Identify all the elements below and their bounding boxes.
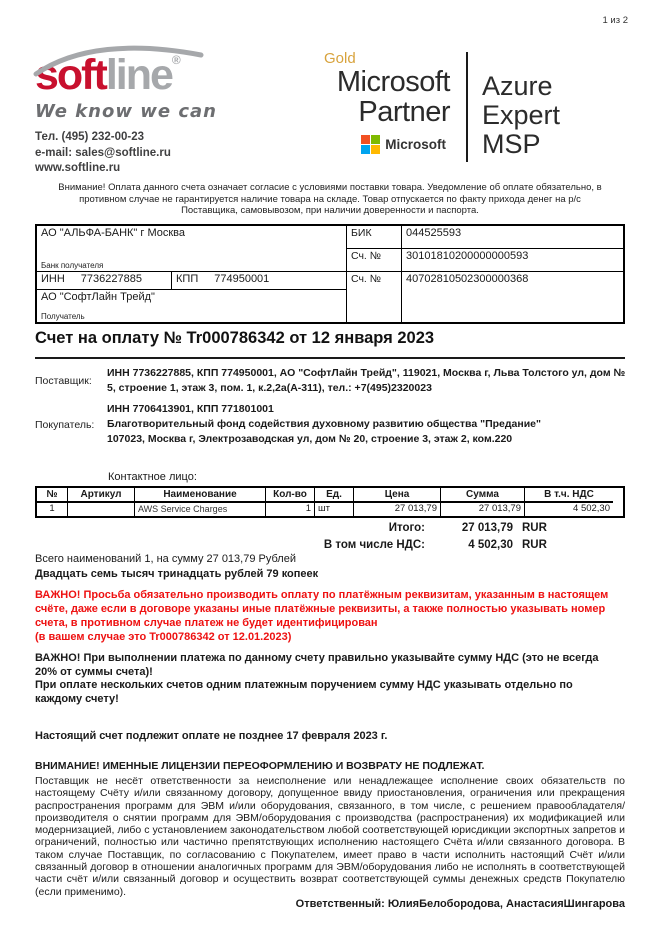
bik-label: БИК <box>347 226 402 249</box>
red-warning-note: (в вашем случае это Tr000786342 от 12.01.2023) <box>35 631 292 643</box>
phone: Тел. (495) 232-00-23 <box>35 131 145 143</box>
item-qty: 1 <box>266 503 315 516</box>
corr-account-value: 30101810200000000593 <box>402 249 625 272</box>
recipient-caption: Получатель <box>41 312 85 321</box>
azure-expert-msp <box>482 50 560 162</box>
azure-line: Azure <box>482 71 553 101</box>
inn-label: ИНН <box>41 273 65 285</box>
vat-value: 4 502,30 <box>468 539 513 551</box>
disclaimer-paragraph: Поставщик не несёт ответственности за неисполнение или ненадлежащее исполнение своих обязательств по настоящему Счёту и/или связанному договору, допущенное ввиду приостановления, ограничения или прекращения распространения программ для ЭВМ и/или оборудования, связанного, в том числе, с решением правообладателя/производителя о снятии программ для ЭВМ/оборудования с производства (распространения) их модификацией или модернизацией, либо с установлением законодательством любой соответствующей юрисдикции экспортных запретов и ограничений, полностью или частично препятствующих исполнению настоящего Счёта и/или связанного договора. В таком случае Поставщик, по согласованию с Покупателем, имеет право в части исполнить настоящий Счёт и/или связанный договор в отношении аналогичных программ для ЭВМ/оборудования либо не исполнять в соответствующей части счёт и/или связанный договор и осуществить возврат соответствующей суммы денежных средств Покупателю (если применимо). <box>35 775 625 898</box>
kpp-value: 774950001 <box>214 273 270 285</box>
payment-due-line: Настоящий счет подлежит оплате не позднее 17 февраля 2023 г. <box>35 730 388 742</box>
inn-value: 7736227885 <box>80 273 142 285</box>
items-count-line: Всего наименований 1, на сумму 27 013,79 Рублей <box>35 553 296 565</box>
payment-notice: Внимание! Оплата данного счета означает согласие с условиями поставки товара. Уведомление об оплате обязательно, в противном случае не гарантируется наличие товара на складе. Товар отпускается по факту прихода денег на р/с Поставщика, самовывозом, при наличии доверенности и паспорта. <box>58 182 602 216</box>
gold-partner-block <box>300 50 450 162</box>
buyer-inn-line: ИНН 7706413901, КПП 771801001 <box>107 403 274 415</box>
swoosh-icon <box>33 40 205 80</box>
microsoft-word: Microsoft <box>385 136 446 152</box>
supplier-label: Поставщик: <box>35 375 92 387</box>
page-number: 1 из 2 <box>602 15 628 26</box>
softline-wordmark <box>35 42 235 97</box>
microsoft-squares-icon <box>361 135 380 154</box>
total-currency: RUR <box>522 522 547 534</box>
col-header-unit: Ед. <box>315 488 354 503</box>
partner-wordmark: Partner <box>358 96 450 129</box>
vat-warning <box>35 652 620 706</box>
recipient-name: АО "СофтЛайн Трейд" <box>41 291 155 303</box>
bank-requisites-table <box>35 224 625 324</box>
vat-currency: RUR <box>522 539 547 551</box>
gold-label: Gold <box>324 50 356 67</box>
col-header-sku: Артикул <box>68 488 135 503</box>
total-label: Итого: <box>388 522 425 534</box>
kpp-label: КПП <box>176 273 199 285</box>
item-name: AWS Service Charges <box>135 503 266 516</box>
buyer-name-line: Благотворительный фонд содействия духовному развитию общества "Предание" <box>107 418 541 430</box>
amount-in-words: Двадцать семь тысяч тринадцать рублей 79 копеек <box>35 568 319 580</box>
col-header-price: Цена <box>354 488 441 503</box>
col-header-sum: Сумма <box>441 488 525 503</box>
red-payment-warning <box>35 588 615 644</box>
azure-line: Expert <box>482 100 561 131</box>
brand-soft: soft <box>35 51 106 99</box>
col-header-name: Наименование <box>135 488 266 503</box>
item-sku <box>68 503 135 516</box>
title-rule <box>35 357 625 359</box>
buyer-address-line: 107023, Москва г, Электрозаводская ул, дом № 20, строение 3, этаж 2, ком.220 <box>107 433 513 445</box>
item-vat: 4 502,30 <box>573 503 610 514</box>
bank-name: АО "АЛЬФА-БАНК" г Москва <box>41 227 185 239</box>
responsible-line: Ответственный: ЮлияБелобородова, АнастасияШингарова <box>295 898 625 910</box>
bik-value: 044525593 <box>402 226 625 249</box>
registered-icon: ® <box>171 53 181 67</box>
microsoft-logo <box>361 135 446 154</box>
corr-account-label: Сч. № <box>347 249 402 272</box>
buyer-row <box>35 402 627 447</box>
buyer-label: Покупатель: <box>35 418 95 431</box>
total-row <box>280 520 560 537</box>
contact-info <box>35 130 235 177</box>
total-value: 27 013,79 <box>461 522 513 534</box>
bank-name-cell <box>37 226 347 272</box>
vat-warning-1: ВАЖНО! При выполнении платежа по данному счету правильно указывайте сумму НДС (это не всегда 20% от суммы счета)! <box>35 652 599 678</box>
items-table <box>35 486 625 518</box>
buyer-details <box>107 402 627 447</box>
website: www.softline.ru <box>35 162 121 174</box>
vat-label: В том числе НДС: <box>323 539 425 551</box>
email: e-mail: sales@softline.ru <box>35 146 171 159</box>
inn-cell <box>37 272 172 290</box>
vat-row <box>280 537 560 554</box>
totals-block <box>280 520 560 554</box>
col-header-vat: В т.ч. НДС <box>525 488 613 503</box>
item-unit: шт <box>315 503 354 516</box>
kpp-cell <box>172 272 347 290</box>
item-price: 27 013,79 <box>354 503 441 516</box>
vat-warning-2: При оплате нескольких счетов одним платежным поручением сумму НДС указывать отдельно по каждому счету! <box>35 679 573 705</box>
slogan: We know we can <box>35 101 217 122</box>
col-header-qty: Кол-во <box>266 488 315 503</box>
item-number: 1 <box>37 503 68 516</box>
supplier-details: ИНН 7736227885, КПП 774950001, АО "СофтЛайн Трейд", 119021, Москва г, Льва Толстого ул, дом № 5, строение 1, этаж 3, пом. 1, к.2,2а(А-311), тел.: +7(495)2320023 <box>107 367 626 394</box>
item-sum: 27 013,79 <box>441 503 525 516</box>
azure-line: MSP <box>482 129 541 160</box>
microsoft-partner-logo <box>300 50 560 162</box>
microsoft-wordmark: Microsoft <box>336 66 450 98</box>
account-value: 40702810502300000368 <box>406 273 529 285</box>
brand-line: line <box>105 51 172 99</box>
contact-person-label: Контактное лицо: <box>108 471 197 483</box>
col-header-number: № <box>37 488 68 503</box>
attention-title: ВНИМАНИЕ! ИМЕННЫЕ ЛИЦЕНЗИИ ПЕРЕОФОРМЛЕНИЮ И ВОЗВРАТУ НЕ ПОДЛЕЖАТ. <box>35 760 485 772</box>
red-warning-main: ВАЖНО! Просьба обязательно производить оплату по платёжным реквизитам, указанным в настоящем счёте, даже если в договоре указаны иные платёжные реквизиты, а также полностью указывать номер счета, в противном случае платеж не будет идентифицирован <box>35 589 609 629</box>
bank-caption: Банк получателя <box>41 261 104 270</box>
softline-logo <box>35 42 235 177</box>
partner-divider <box>466 52 468 162</box>
invoice-title: Счет на оплату № Tr000786342 от 12 января 2023 <box>35 329 435 347</box>
account-label: Сч. № <box>347 272 402 322</box>
supplier-row <box>35 366 627 396</box>
recipient-cell <box>37 290 347 322</box>
